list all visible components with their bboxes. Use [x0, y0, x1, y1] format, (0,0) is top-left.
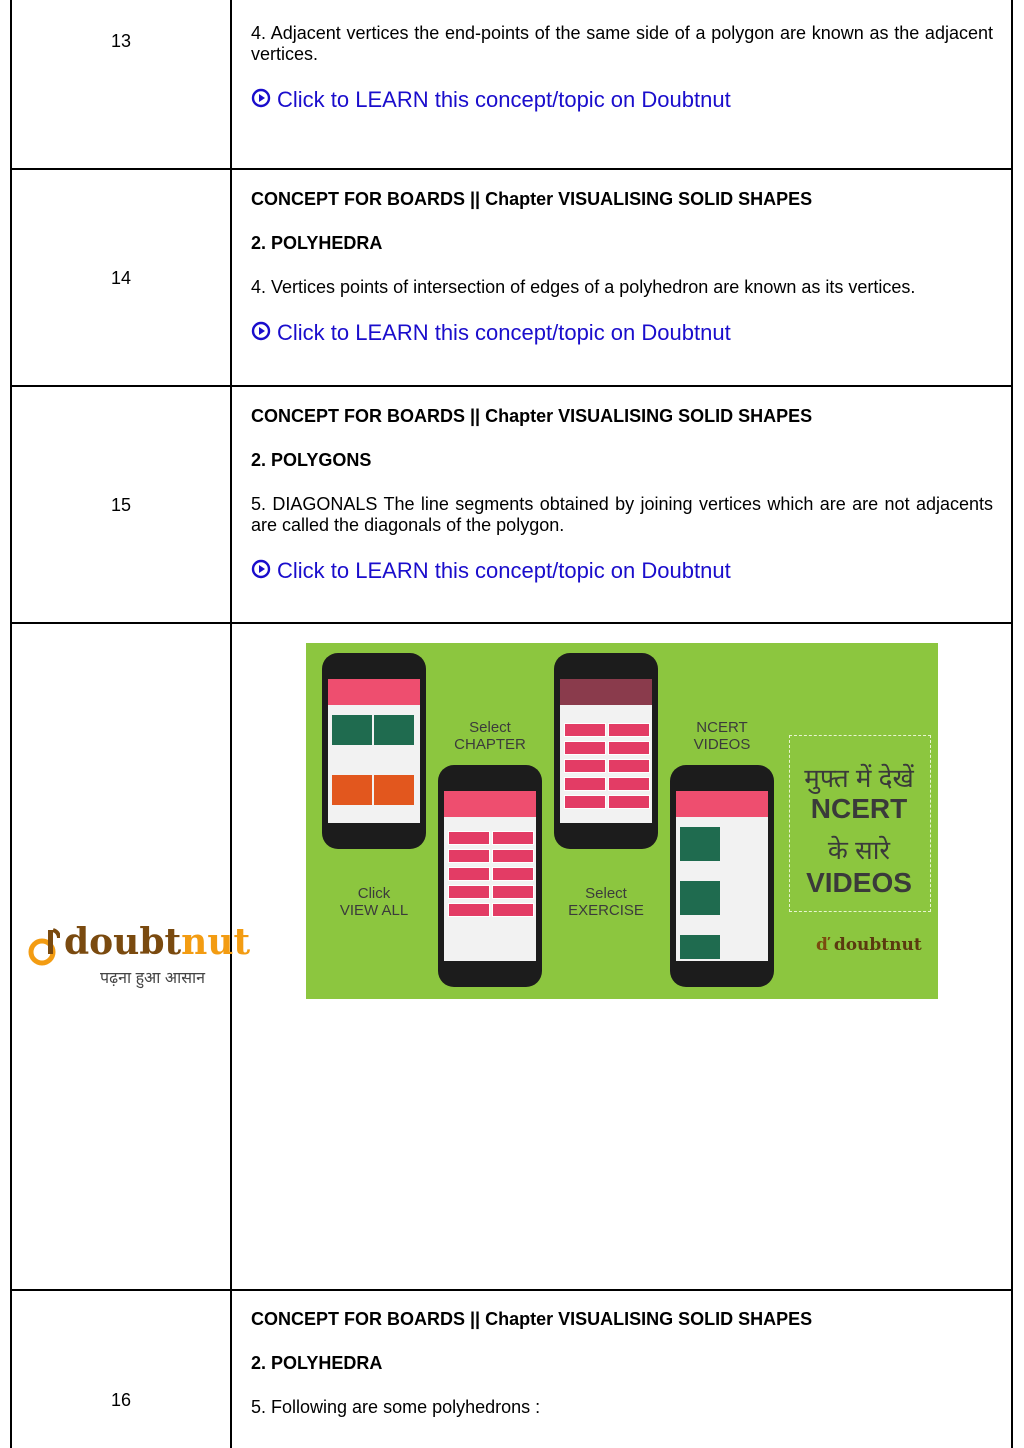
play-circle-icon — [251, 88, 271, 111]
learn-link[interactable] — [251, 559, 993, 582]
phone-videos — [670, 765, 774, 987]
ad-caption-click-view-all: Click VIEW ALL — [339, 885, 409, 919]
ncert-videos-ad[interactable] — [306, 643, 938, 999]
ad-caption-select-exercise: Select EXERCISE — [568, 885, 644, 919]
topic-heading: 2. POLYGONS — [251, 450, 372, 470]
row-divider — [10, 385, 1013, 387]
table-border-right — [1011, 0, 1013, 1448]
doubtnut-logo-icon — [28, 928, 60, 966]
concept-heading: CONCEPT FOR BOARDS || Chapter VISUALISING SOLID SHAPES — [251, 406, 813, 426]
learn-link-label: Click to LEARN this concept/topic on Doubtnut — [277, 558, 731, 583]
row-number: 16 — [110, 1390, 132, 1410]
brand-tagline: पढ़ना हुआ आसान — [100, 970, 206, 987]
phone-library — [322, 653, 426, 849]
topic-heading: 2. POLYHEDRA — [251, 1353, 383, 1373]
concept-heading: CONCEPT FOR BOARDS || Chapter VISUALISING SOLID SHAPES — [251, 189, 813, 209]
play-circle-icon — [251, 321, 271, 344]
learn-link[interactable] — [251, 88, 993, 111]
row-divider — [10, 1289, 1013, 1291]
ad-videos-line: VIDEOS — [806, 867, 912, 898]
doubtnut-logo — [28, 920, 251, 990]
ad-hindi-line: के सारे — [827, 835, 891, 865]
row-number: 13 — [110, 31, 132, 51]
row-number: 15 — [110, 495, 132, 515]
topic-heading: 2. POLYHEDRA — [251, 233, 383, 253]
learn-link-label: Click to LEARN this concept/topic on Doubtnut — [277, 87, 731, 112]
ad-ncert-line: NCERT — [810, 793, 908, 824]
ad-caption-select-chapter: Select CHAPTER — [454, 719, 526, 753]
concept-text: 4. Adjacent vertices the end-points of the same side of a polygon are known as the adjacent vertices. — [251, 23, 993, 64]
ad-hindi-line: मुफ्त में देखें — [804, 763, 914, 793]
row-divider — [10, 622, 1013, 624]
ad-brand: ď doubtnut — [816, 935, 922, 955]
phone-chapter — [438, 765, 542, 987]
play-circle-icon — [251, 559, 271, 582]
concept-text: 5. Following are some polyhedrons : — [251, 1397, 541, 1417]
concept-heading: CONCEPT FOR BOARDS || Chapter VISUALISING SOLID SHAPES — [251, 1309, 813, 1329]
table-column-divider — [230, 0, 232, 1448]
concept-text: 4. Vertices points of intersection of edges of a polyhedron are known as its vertices. — [251, 277, 916, 297]
concept-text: 5. DIAGONALS The line segments obtained by joining vertices which are are not adjacents are called the diagonals of the polygon. — [251, 494, 993, 535]
doubtnut-small-icon: ď — [816, 935, 828, 955]
learn-link[interactable] — [251, 321, 993, 344]
learn-link-label: Click to LEARN this concept/topic on Doubtnut — [277, 320, 731, 345]
table-border-left — [10, 0, 12, 1448]
brand-name: doubtnut — [64, 921, 251, 963]
row-divider — [10, 168, 1013, 170]
phone-exercise — [554, 653, 658, 849]
ad-caption-ncert-videos: NCERT VIDEOS — [693, 719, 751, 753]
row-number: 14 — [110, 268, 132, 288]
